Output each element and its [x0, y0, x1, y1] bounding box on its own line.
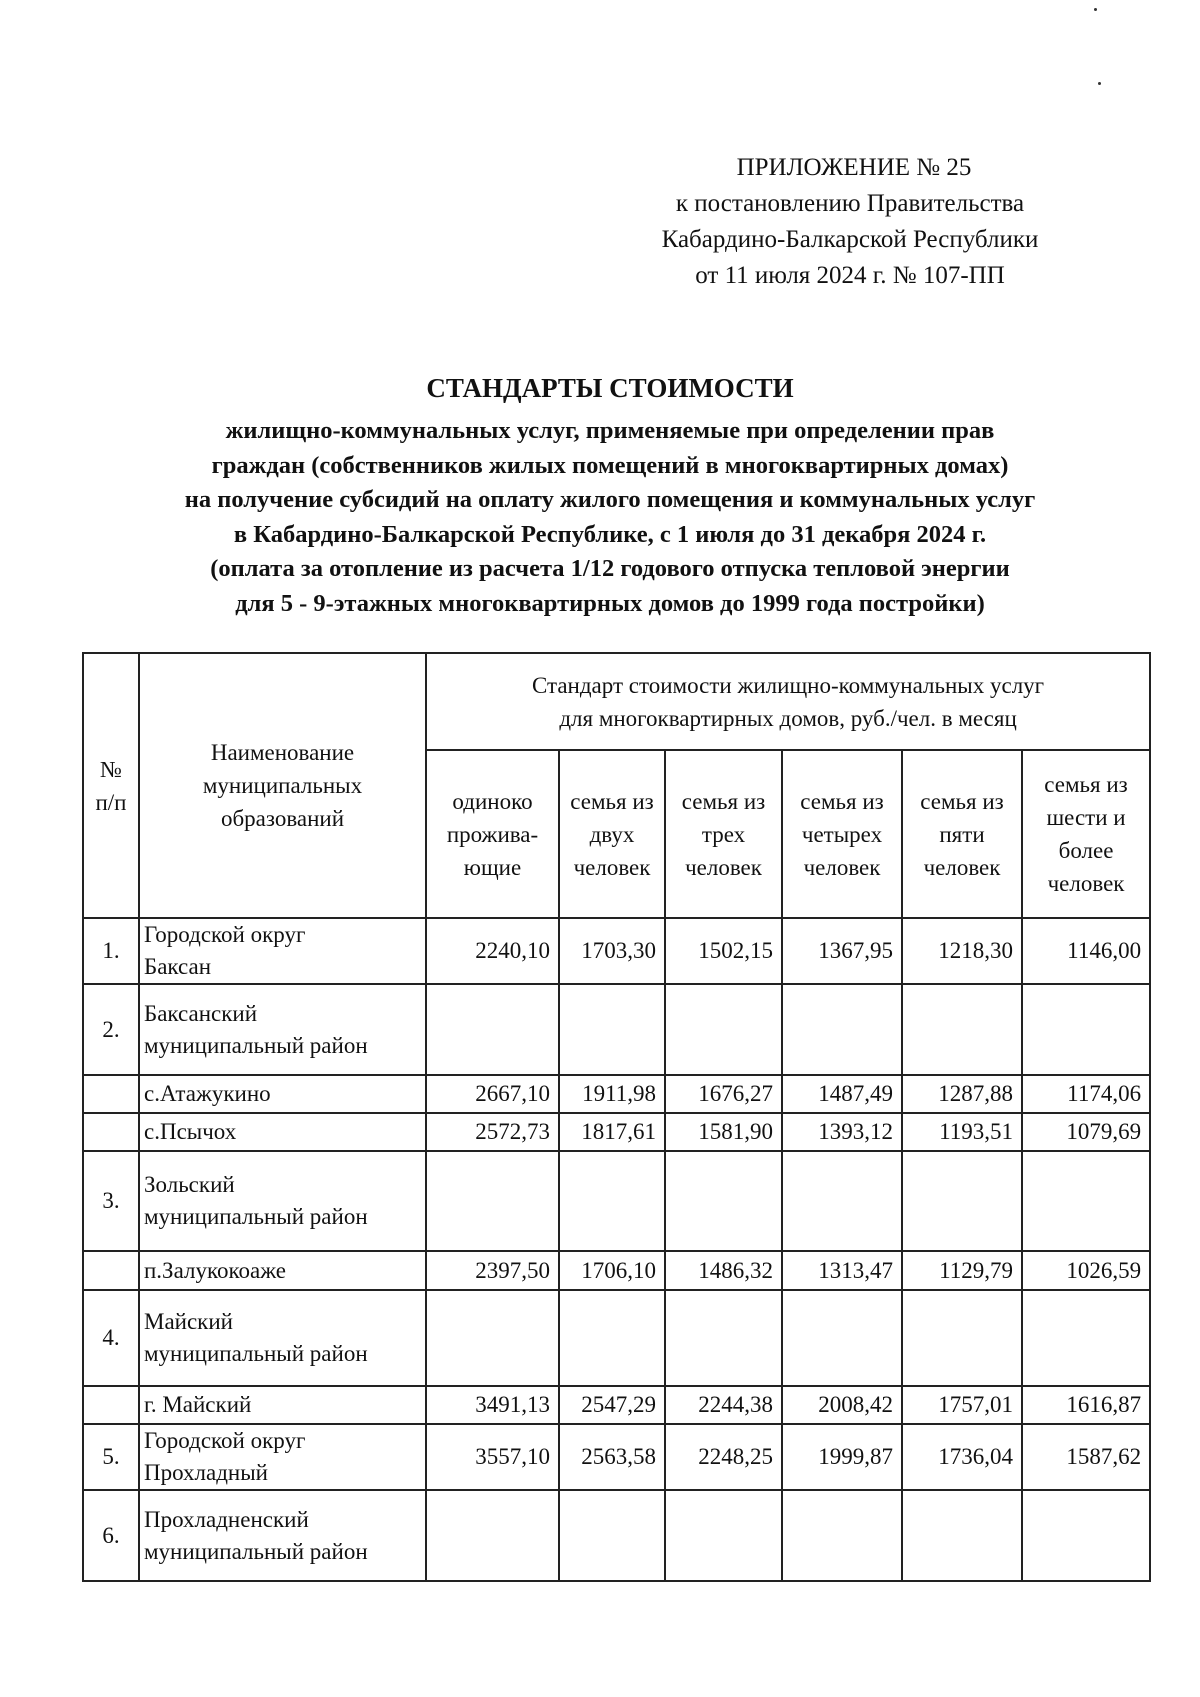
value-cell: 1487,49: [782, 1075, 902, 1113]
header-municipality-line: образований: [220, 806, 345, 831]
empty-cell: [782, 1490, 902, 1581]
value-cell: 1146,00: [1022, 918, 1150, 984]
table-row: [83, 1251, 1150, 1290]
value-cell: 2563,58: [559, 1424, 665, 1490]
subtitle-line: на получение субсидий на оплату жилого помещения и коммунальных услуг: [184, 486, 1036, 513]
row-number: 3.: [83, 1151, 139, 1251]
appendix-reference: к постановлению Правительства: [675, 190, 1025, 217]
empty-cell: [559, 984, 665, 1075]
standards-table: [82, 652, 1151, 1582]
empty-cell: [1022, 984, 1150, 1075]
empty-cell: [665, 1151, 782, 1251]
value-cell: 1706,10: [559, 1251, 665, 1290]
header-col-line: семья из: [920, 788, 1004, 814]
value-cell: 1616,87: [1022, 1386, 1150, 1424]
scan-speck: [1098, 82, 1101, 85]
header-standard-group: [426, 653, 1150, 750]
subtitle-line: жилищно-коммунальных услуг, применяемые при определении прав: [225, 417, 995, 444]
value-cell: 1367,95: [782, 918, 902, 984]
row-name: [139, 1490, 426, 1581]
header-col-line: человек: [573, 854, 651, 880]
header-col-line: одиноко: [452, 788, 533, 814]
header-col-line: двух: [589, 821, 635, 847]
appendix-date: от 11 июля 2024 г. № 107-ПП: [695, 262, 1005, 289]
row-name: [139, 984, 426, 1075]
row-name-line: Прохладненский: [144, 1506, 309, 1532]
empty-cell: [426, 1151, 559, 1251]
subtitle-line: в Кабардино-Балкарской Республике, с 1 июля до 31 декабря 2024 г.: [233, 520, 987, 548]
header-col-line: ющие: [463, 854, 522, 880]
table-row: [83, 1386, 1150, 1424]
appendix-government: Кабардино-Балкарской Республики: [661, 226, 1039, 253]
empty-cell: [1022, 1490, 1150, 1581]
header-col-line: прожива-: [446, 821, 539, 847]
header-col-line: человек: [923, 854, 1001, 880]
empty-cell: [426, 984, 559, 1075]
subtitle-line: для 5 - 9-этажных многоквартирных домов до 1999 года постройки): [235, 589, 985, 617]
row-name: п.Залукокоаже: [139, 1251, 426, 1290]
row-name: [139, 1424, 426, 1490]
table-row: [83, 1290, 1150, 1386]
value-cell: 1502,15: [665, 918, 782, 984]
empty-cell: [902, 1490, 1022, 1581]
row-name-line: муниципальный район: [144, 1538, 368, 1564]
value-cell: 3491,13: [426, 1386, 559, 1424]
row-name: с.Псычох: [139, 1113, 426, 1151]
row-name-line: муниципальный район: [144, 1032, 368, 1058]
value-cell: 1736,04: [902, 1424, 1022, 1490]
header-col-five: [902, 750, 1022, 918]
empty-cell: [902, 984, 1022, 1075]
header-number: [83, 653, 139, 918]
row-number: 1.: [83, 918, 139, 984]
row-name-line: Городской округ: [144, 922, 306, 947]
row-name-line: Прохладный: [144, 1460, 268, 1485]
row-name-line: муниципальный район: [144, 1341, 368, 1366]
table-header-row: [83, 653, 1150, 750]
header-number-label: п/п: [95, 789, 127, 815]
empty-cell: [665, 1290, 782, 1386]
document-title: СТАНДАРТЫ СТОИМОСТИ: [426, 373, 794, 403]
header-col-line: семья из: [1044, 772, 1128, 797]
row-number: 4.: [83, 1290, 139, 1386]
header-col-line: семья из: [800, 788, 884, 814]
empty-cell: [426, 1490, 559, 1581]
header-col-line: семья из: [570, 788, 654, 814]
header-col-four: [782, 750, 902, 918]
table-row: [83, 1490, 1150, 1581]
document-title-block: [80, 368, 1140, 621]
row-number: [83, 1386, 139, 1424]
empty-cell: [902, 1290, 1022, 1386]
row-name-line: Майский: [144, 1309, 233, 1334]
row-name-line: Зольский: [144, 1172, 235, 1197]
empty-cell: [782, 984, 902, 1075]
subtitle-line: граждан (собственников жилых помещений в многоквартирных домах): [211, 451, 1009, 479]
row-name: [139, 1151, 426, 1251]
header-col-line: шести и: [1046, 805, 1126, 830]
header-col-line: семья из: [681, 788, 766, 814]
row-name: [139, 918, 426, 984]
row-name: г. Майский: [139, 1386, 426, 1424]
row-name-line: Баксанский: [144, 1000, 258, 1026]
value-cell: 2547,29: [559, 1386, 665, 1424]
header-group-line: для многоквартирных домов, руб./чел. в месяц: [559, 705, 1017, 731]
row-name-line: Городской округ: [144, 1428, 306, 1453]
value-cell: 1193,51: [902, 1113, 1022, 1151]
header-col-line: более: [1058, 838, 1114, 863]
row-number: [83, 1075, 139, 1113]
header-col-line: четырех: [801, 821, 883, 847]
header-col-line: пяти: [939, 821, 985, 847]
value-cell: 2572,73: [426, 1113, 559, 1151]
value-cell: 2248,25: [665, 1424, 782, 1490]
row-number: 2.: [83, 984, 139, 1075]
table-row: [83, 1151, 1150, 1251]
value-cell: 1999,87: [782, 1424, 902, 1490]
value-cell: 1911,98: [559, 1075, 665, 1113]
empty-cell: [665, 984, 782, 1075]
header-number-symbol: №: [100, 756, 122, 782]
table-row: [83, 984, 1150, 1075]
header-col-line: человек: [803, 854, 881, 880]
row-number: [83, 1251, 139, 1290]
empty-cell: [559, 1151, 665, 1251]
table-row: [83, 1424, 1150, 1490]
table-row: [83, 1075, 1150, 1113]
empty-cell: [1022, 1290, 1150, 1386]
header-col-line: человек: [1047, 871, 1125, 896]
value-cell: 1026,59: [1022, 1251, 1150, 1290]
value-cell: 1174,06: [1022, 1075, 1150, 1113]
header-municipality: [139, 653, 426, 918]
value-cell: 2244,38: [665, 1386, 782, 1424]
header-col-six-plus: [1022, 750, 1150, 918]
empty-cell: [782, 1151, 902, 1251]
appendix-header: [630, 150, 1070, 294]
row-number: 6.: [83, 1490, 139, 1581]
value-cell: 1676,27: [665, 1075, 782, 1113]
scan-speck: [1094, 8, 1097, 11]
empty-cell: [426, 1290, 559, 1386]
value-cell: 1703,30: [559, 918, 665, 984]
row-number: 5.: [83, 1424, 139, 1490]
value-cell: 1079,69: [1022, 1113, 1150, 1151]
value-cell: 1757,01: [902, 1386, 1022, 1424]
table-row: [83, 918, 1150, 984]
value-cell: 1313,47: [782, 1251, 902, 1290]
row-name: [139, 1290, 426, 1386]
value-cell: 1129,79: [902, 1251, 1022, 1290]
header-municipality-line: муниципальных: [202, 773, 363, 798]
header-col-three: [665, 750, 782, 918]
row-number: [83, 1113, 139, 1151]
empty-cell: [559, 1290, 665, 1386]
value-cell: 1581,90: [665, 1113, 782, 1151]
value-cell: 1287,88: [902, 1075, 1022, 1113]
value-cell: 1218,30: [902, 918, 1022, 984]
empty-cell: [902, 1151, 1022, 1251]
empty-cell: [1022, 1151, 1150, 1251]
appendix-number: ПРИЛОЖЕНИЕ № 25: [736, 154, 972, 181]
value-cell: 2667,10: [426, 1075, 559, 1113]
value-cell: 1587,62: [1022, 1424, 1150, 1490]
row-name-line: муниципальный район: [144, 1204, 368, 1229]
header-col-line: трех: [701, 821, 746, 847]
empty-cell: [665, 1490, 782, 1581]
value-cell: 2008,42: [782, 1386, 902, 1424]
value-cell: 1486,32: [665, 1251, 782, 1290]
value-cell: 1817,61: [559, 1113, 665, 1151]
subtitle-line: (оплата за отопление из расчета 1/12 годового отпуска тепловой энергии: [210, 555, 1010, 582]
table-row: [83, 1113, 1150, 1151]
empty-cell: [782, 1290, 902, 1386]
value-cell: 1393,12: [782, 1113, 902, 1151]
header-col-two: [559, 750, 665, 918]
header-municipality-line: Наименование: [210, 740, 355, 765]
row-name: с.Атажукино: [139, 1075, 426, 1113]
empty-cell: [559, 1490, 665, 1581]
value-cell: 2240,10: [426, 918, 559, 984]
header-col-line: человек: [685, 854, 762, 880]
header-group-line: Стандарт стоимости жилищно-коммунальных услуг: [531, 672, 1045, 698]
header-col-single: [426, 750, 559, 918]
value-cell: 3557,10: [426, 1424, 559, 1490]
value-cell: 2397,50: [426, 1251, 559, 1290]
row-name-line: Баксан: [144, 954, 212, 979]
